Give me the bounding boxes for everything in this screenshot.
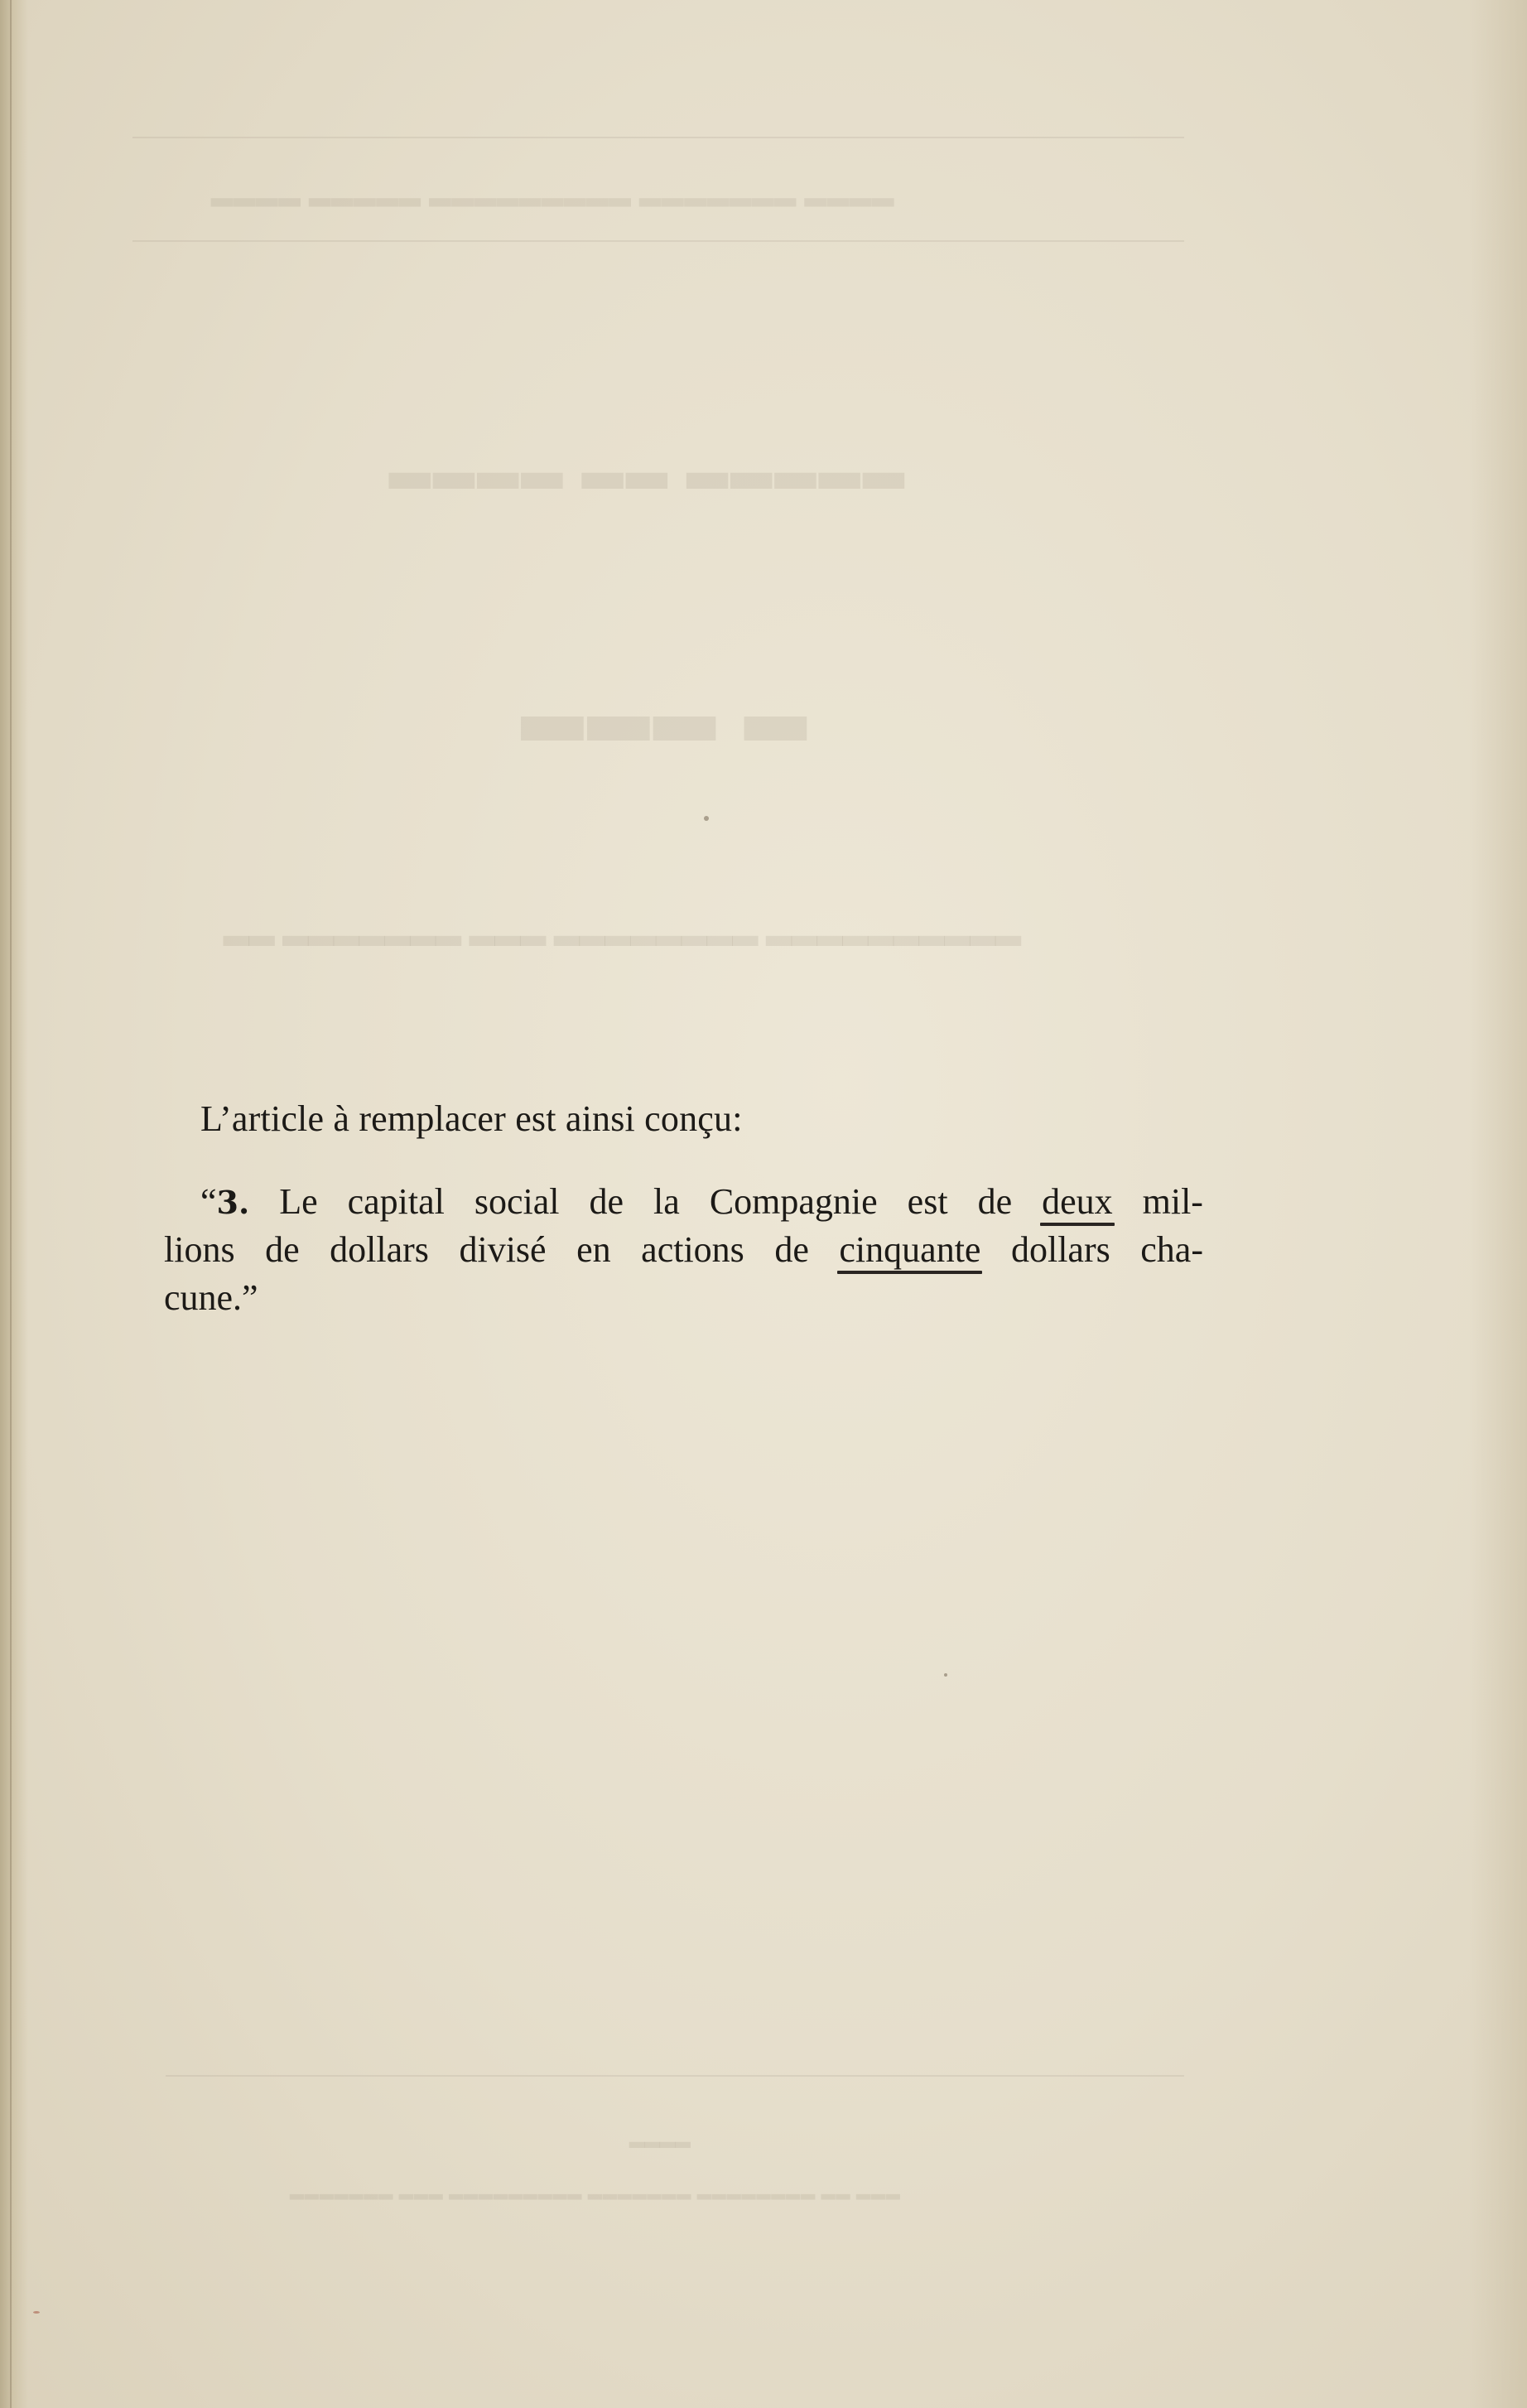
word: de xyxy=(977,1181,1013,1222)
show-through-text: ▂▂▂ ▂ xyxy=(522,649,812,738)
show-through-text: ▂▂▂▂ ▂▂▂▂▂ ▂▂▂▂▂▂▂▂▂ ▂▂▂▂▂▂▂ ▂▂▂▂ xyxy=(211,176,895,206)
show-through-rule xyxy=(166,2075,1184,2077)
word: actions xyxy=(641,1229,744,1270)
article-number: 3. xyxy=(216,1184,250,1221)
article-lead xyxy=(200,1180,249,1223)
word: dollars xyxy=(1010,1229,1110,1270)
word: la xyxy=(653,1181,680,1222)
show-through-text: ▂▂▂▂ ▂▂ ▂▂▂▂▂ xyxy=(389,428,908,487)
word: en xyxy=(576,1229,611,1270)
word: de xyxy=(589,1181,624,1222)
word: mil- xyxy=(1142,1181,1203,1222)
show-through-rule xyxy=(132,240,1184,242)
article-line-3: cune.” xyxy=(164,1277,258,1318)
marked-word-cinquante: cinquante xyxy=(839,1229,981,1270)
paper-speck xyxy=(33,2311,40,2314)
word: lions xyxy=(164,1229,235,1270)
word: Le xyxy=(279,1181,318,1222)
opening-quote: “ xyxy=(200,1181,217,1222)
show-through-rule xyxy=(132,137,1184,138)
page-binding-line xyxy=(10,0,12,2408)
word: Compagnie xyxy=(709,1181,878,1222)
paper-speck xyxy=(944,1673,947,1677)
word: dollars xyxy=(330,1229,429,1270)
word: cha- xyxy=(1140,1229,1203,1270)
intro-sentence: L’article à remplacer est ainsi conçu: xyxy=(200,1098,743,1139)
word: capital xyxy=(347,1181,445,1222)
word: de xyxy=(774,1229,809,1270)
show-through-text: ▂▂▂▂▂▂▂ ▂▂▂ ▂▂▂▂▂▂▂▂▂ ▂▂▂▂▂▂▂ ▂▂▂▂▂▂▂▂ ▂▂ ▂▂▂ xyxy=(290,2179,901,2199)
show-through-text: ▂▂ ▂▂▂▂▂▂▂ ▂▂▂ ▂▂▂▂▂▂▂▂ ▂▂▂▂▂▂▂▂▂▂ xyxy=(224,908,1021,945)
article-line-2 xyxy=(164,1228,1203,1271)
page-left-edge xyxy=(0,0,28,2408)
word: social xyxy=(474,1181,560,1222)
word: est xyxy=(907,1181,948,1222)
page-right-shadow xyxy=(1469,0,1527,2408)
word: divisé xyxy=(459,1229,547,1270)
show-through-text: ▂▂▂▂ xyxy=(629,2126,691,2148)
paper-speck xyxy=(704,816,709,821)
article-line-1 xyxy=(200,1180,1203,1223)
word: de xyxy=(265,1229,300,1270)
marked-word-deux: deux xyxy=(1042,1181,1113,1222)
